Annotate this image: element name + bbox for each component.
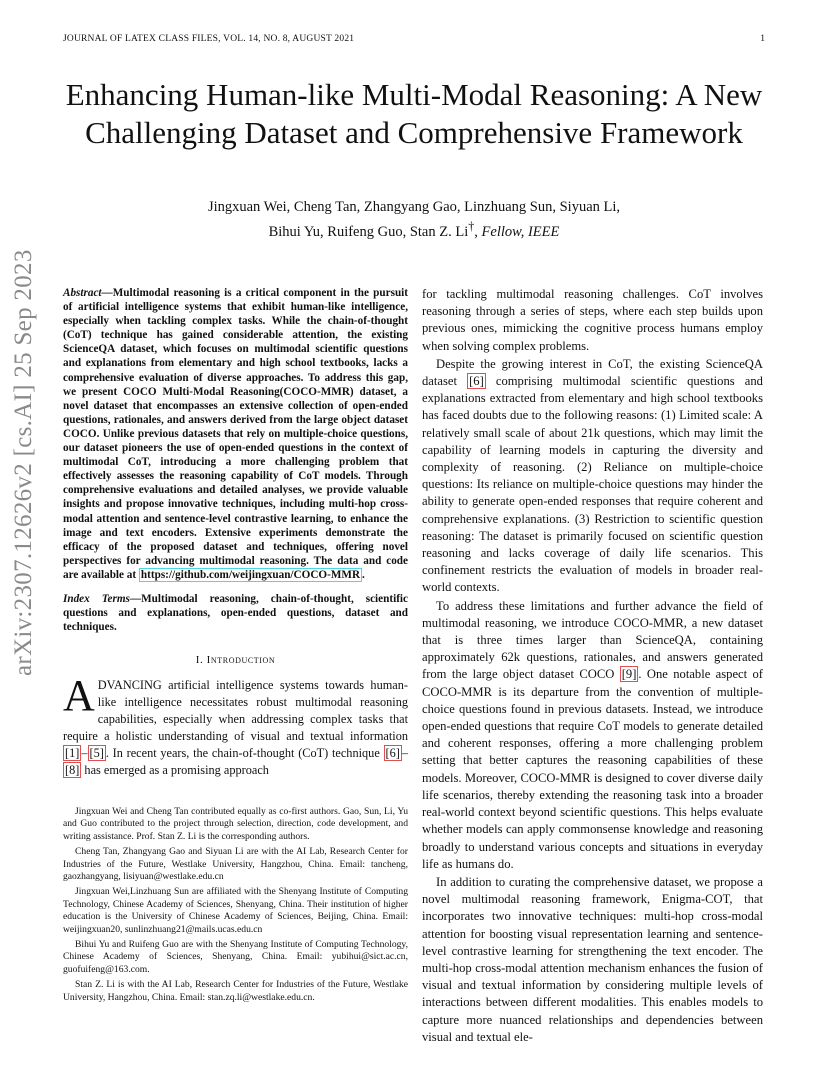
index-terms-body: —Multimodal reasoning, chain-of-thought, scientific questions and explanations, open-ended questions, dataset and techniques. <box>63 592 408 634</box>
citation-link[interactable]: [5] <box>89 745 104 760</box>
body-paragraph <box>422 356 763 597</box>
index-terms-heading: Index Terms <box>63 592 130 605</box>
citation-dash: – <box>81 745 88 760</box>
abstract <box>63 286 408 582</box>
paragraph-text: . One notable aspect of COCO-MMR is its departure from the convention of multiple-choice questions found in previous datasets. Instead, we introduce open-ended questions that require CoT models to generate detailed and coherent responses, offering a more challenging problem setting that better captures the reasoning capabilities of these models. Moreover, COCO-MMR is designed to cover diverse daily life scenarios, thereby extending the reasoning task into a broader real-world context beyond scientific questions. This helps evaluate whether models can apply commonsense knowledge and reasoning broadly to understand various concepts and situations in everyday life as humans do. <box>422 667 763 871</box>
citation-link[interactable]: [1] <box>65 745 80 760</box>
right-column <box>422 286 763 1047</box>
paragraph-text: To address these limitations and further advance the field of multimodal reasoning, we introduce COCO-MMR, a new dataset that is three times larger than ScienceQA, containing approximately 62k questions, rationales, and answers generated from the large object dataset COCO <box>422 598 763 682</box>
code-link[interactable]: https://github.com/weijingxuan/COCO-MMR <box>140 568 361 581</box>
intro-text-1: DVANCING artificial intelligence systems towards human-like intelligence necessitates robust multimodal reasoning capabilities, especially when addressing complex tasks that require a holistic understanding of visual and textual information <box>63 678 408 743</box>
body-paragraph: In addition to curating the comprehensive dataset, we propose a novel multimodal reasoning framework, Enigma-COT, that incorporates two innovative techniques: multi-hop cross-modal attention for boosting visual representation learning and sentence-level contrastive learning for strengthening the text encoder. The multi-hop cross-modal attention mechanism enhances the fusion of visual and textual information by considering multiple levels of interactions between different modalities. This enables models to capture more nuanced relationships and dependencies between visual and textual ele- <box>422 874 763 1044</box>
citation-link[interactable]: [9] <box>621 667 637 682</box>
intro-paragraph <box>63 671 408 778</box>
fellow-ieee: Fellow, IEEE <box>481 223 560 240</box>
running-header: JOURNAL OF LATEX CLASS FILES, VOL. 14, NO. 8, AUGUST 2021 <box>63 34 355 44</box>
paragraph-text: Despite the growing interest in CoT, the existing ScienceQA dataset <box>422 356 763 389</box>
dropcap-letter: A <box>63 671 95 721</box>
footnote: Stan Z. Li is with the AI Lab, Research Center for Industries of the Future, Westlake University, Hangzhou, China. Email: stan.zq.li@westlake.edu.cn. <box>63 979 408 1003</box>
abstract-body: —Multimodal reasoning is a critical component in the pursuit of artificial intelligence systems that exhibit human-like intelligence, especially when tackling complex tasks. While the chain-of-thought (CoT) technique has gained considerable attention, the existing ScienceQA dataset, which focuses on multimodal scientific questions and explanations from elementary and high school textbooks, lacks a comprehensive evaluation of diverse approaches. To address this gap, we present COCO Multi-Modal Reasoning(COCO-MMR) dataset, a novel dataset that encompasses an extensive collection of open-ended questions, rationales, and answers derived from the large object dataset COCO. Unlike previous datasets that rely on multiple-choice questions, our dataset pioneers the use of open-ended questions in the context of multimodal CoT, introducing a more challenging problem that effectively assesses the reasoning capability of CoT models. Through comprehensive evaluations and detailed analyses, we provide valuable insights and propose innovative techniques, including multi-hop cross-modal attention and sentence-level contrastive learning, to enhance the image and text encoders. Extensive experiments demonstrate the efficacy of the proposed dataset and techniques, offering novel perspectives for advancing multimodal reasoning. The data and code are available at <box>63 287 408 581</box>
footnote: Cheng Tan, Zhangyang Gao and Siyuan Li are with the AI Lab, Research Center for Industries of the Future, Westlake University, Hangzhou, China. Email: tancheng, gaozhangyang, lisiyuan@westlake.edu.cn <box>63 846 408 883</box>
author-line-2 <box>100 217 728 242</box>
abstract-heading: Abstract <box>63 287 102 299</box>
author-list <box>100 198 728 242</box>
body-paragraph: for tackling multimodal reasoning challenges. CoT involves reasoning through a series of steps, where each step builds upon previous ones, mimicking the cognitive process humans employ when solving complex problems. <box>422 287 763 353</box>
corresponding-dagger: † <box>468 219 475 233</box>
paragraph-text: comprising multimodal scientific questions and explanations extracted from elementary and high school textbooks has faced doubts due to the following reasons: (1) Limited scale: A relatively small scale of about 21k questions, which may limit the capability of learning models in capturing the diversity and complexity of reasoning. (2) Reliance on multiple-choice questions: Its reliance on multiple-choice questions may hinder the ability to generate open-ended responses that require coherent and comprehensive explanations. (3) Restriction to scientific question reasoning: The dataset is primarily focused on scientific question reasoning and lacks coverage of daily life scenarios. This confinement restricts the evaluation of models in broader real-world contexts. <box>422 374 763 595</box>
citation-link[interactable]: [6] <box>469 374 484 389</box>
author-line-1: Jingxuan Wei, Cheng Tan, Zhangyang Gao, Linzhuang Sun, Siyuan Li, <box>207 199 621 215</box>
footnotes <box>63 806 408 1007</box>
citation-dash: – <box>401 745 408 760</box>
footnote: Jingxuan Wei,Linzhuang Sun are affiliated with the Shenyang Institute of Computing Technology, Chinese Academy of Sciences, Shenyang, China. Their institution of higher education is the University of Chinese Academy of Sciences, Beijing, China. Email: weijingxuan20, sunlinzhuang21@mails.ucas.edu.cn <box>63 886 408 935</box>
intro-text-2: . In recent years, the chain-of-thought (CoT) technique <box>105 745 384 760</box>
body-paragraph <box>422 598 763 873</box>
abstract-end: . <box>362 568 365 581</box>
citation-link[interactable]: [6] <box>385 745 400 760</box>
footnote: Bihui Yu and Ruifeng Guo are with the Shenyang Institute of Computing Technology, Chinese Academy of Sciences, Shenyang, China. Email: yubihui@sict.ac.cn, guofuifeng@163.com. <box>63 939 408 975</box>
intro-text-3: has emerged as a promising approach <box>81 762 269 777</box>
footnote: Jingxuan Wei and Cheng Tan contributed equally as co-first authors. Gao, Sun, Li, Yu and Guo contributed to the project through selection, direction, code development, and writing assistance. Prof. Stan Z. Li is the corresponding authors. <box>63 806 408 842</box>
section-heading: I. Introduction <box>195 654 276 667</box>
arxiv-identifier-stamp: arXiv:2307.12626v2 [cs.AI] 25 Sep 2023 <box>10 249 37 676</box>
index-terms <box>63 592 408 634</box>
left-column <box>63 286 408 779</box>
author-comma: , <box>474 223 482 240</box>
paper-title: Enhancing Human-like Multi-Modal Reasoning: A New Challenging Dataset and Comprehensive Framework <box>65 77 763 150</box>
citation-link[interactable]: [8] <box>65 762 80 777</box>
author-names: Bihui Yu, Ruifeng Guo, Stan Z. Li <box>268 223 469 240</box>
page-number: 1 <box>760 34 765 44</box>
